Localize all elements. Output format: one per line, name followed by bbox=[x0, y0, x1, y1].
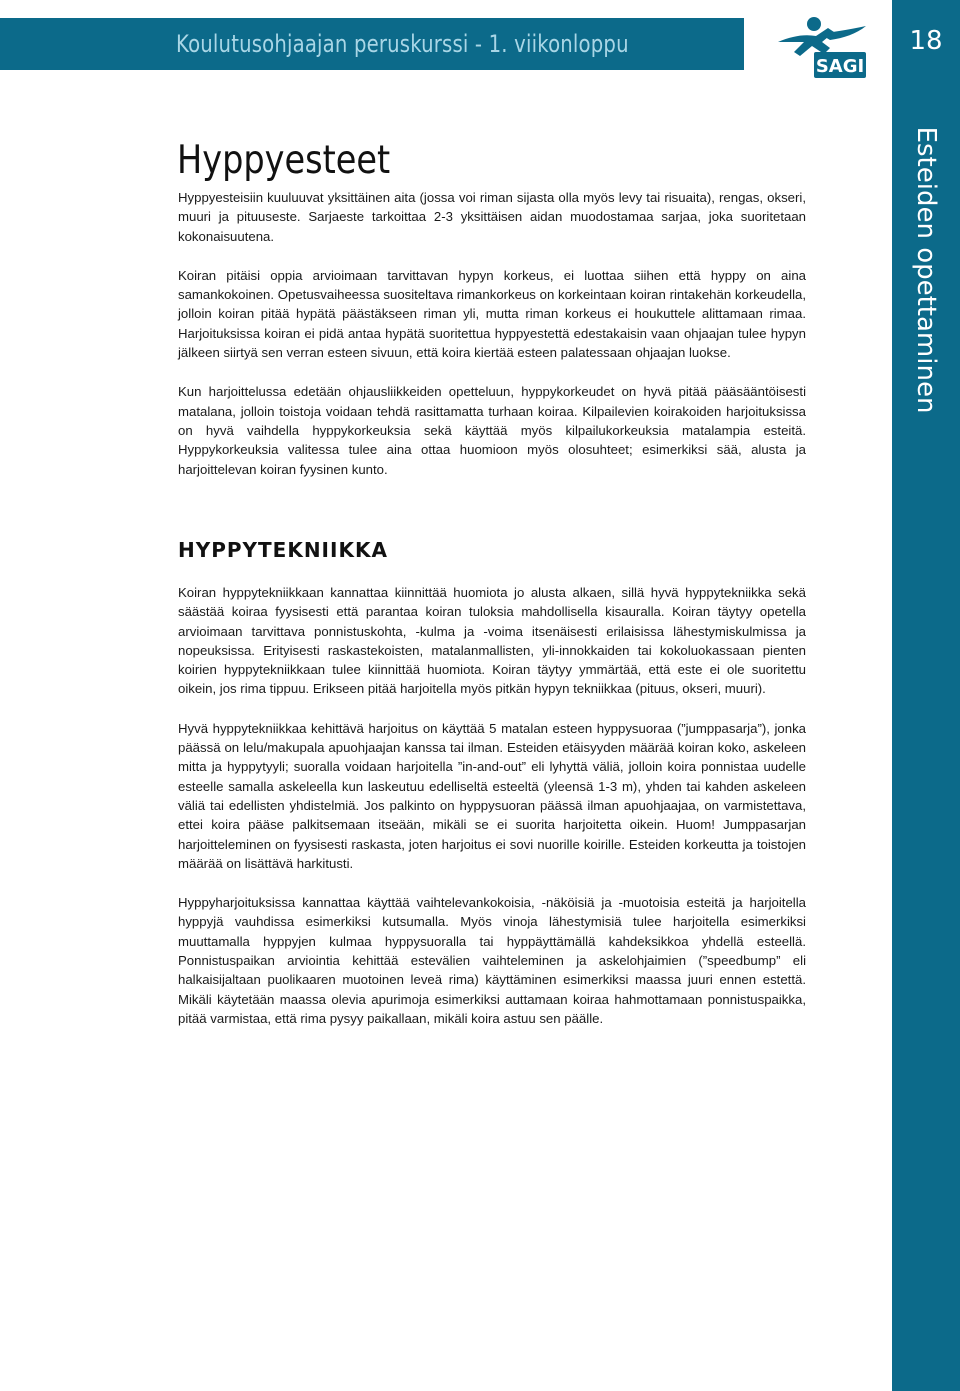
course-title: Koulutusohjaajan peruskurssi - 1. viikonloppu bbox=[176, 30, 629, 58]
section-text bbox=[178, 583, 806, 1048]
section-paragraph-2: Hyvä hyppytekniikkaa kehittävä harjoitus on käyttää 5 matalan esteen hyppysuoraa (”jumppasarja”), jonka päässä on lelu/makupala apuohjaajan kanssa tai ilman. Esteiden etäisyyden määrää koiran koko, askeleen mitta ja hyppytyyli; suoralla voidaan harjoitella ”in-and-out” eli lyhyttä väliä, jolloin koira ponnistaa uudelle esteelle samalla askeleella kun laskeutuu edelliseltä esteeltä (yleensä 1-3 m), yhden tai kahden askeleen väliä tai edellisten yhdistelmiä. Jos palkinto on hyppysuoran päässä ilman apuohjaajaa, on varmistettava, ettei koira pääse palkitsemaan itseään, mikäli se ei suorita harjoitetta oikein. Huom! Jumppasarjan harjoitteleminen on fyysisesti raskasta, joten harjoitus ei sovi nuorille koirille. Esteiden korkeutta ja toistojen määrää on lisättävä harkitusti. bbox=[178, 720, 806, 871]
sagi-logo bbox=[770, 8, 870, 86]
section-heading: HYPPYTEKNIIKKA bbox=[178, 538, 388, 562]
page-title: Hyppyesteet bbox=[177, 138, 391, 183]
page-number: 18 bbox=[909, 26, 943, 56]
section-paragraph-1: Koiran hyppytekniikkaan kannattaa kiinnittää huomiota jo alusta alkaen, sillä hyvä hyppytekniikka sekä säästää koiraa fyysisesti että parantaa koiran tuloksia mahdollisella kisauralla. Koiran täytyy opetella arvioimaan tarvittava ponnistuskohta, -kulma ja -voima itsenäisesti erilaisissa lähestymiskulmissa ja nopeuksissa. Erityisesti raskastekoisten, matalanmallisten, yli-innokkaiden tai kokoluokassaan pienten koirien hyppytekniikkaan tulee kiinnittää huomiota. Koiran täytyy ymmärtää, että este ei ole suoritettu oikein, jos rima tippuu. Erikseen pitää harjoitella myös pitkän hypyn tekniikkaa (pituus, okseri, muuri). bbox=[178, 585, 806, 697]
intro-paragraph-2: Koiran pitäisi oppia arvioimaan tarvittavan hypyn korkeus, ei luottaa siihen että hyppy on aina samankokoinen. Opetusvaiheessa suositeltava rimankorkeus on korkeintaan koiran rintakehän korkeudella, jolloin koiran pitää hypätä päästäkseen riman yli, mutta riman korkeus ei houkuttele alittamaan rimaa. Harjoituksissa koiran ei pidä antaa hypätä suoritettua hyppyestettä edestakaisin vaan ohjaajan tulee hypyn jälkeen siirtyä sen verran esteen sivuun, että koira kiertää esteen palatessaan ohjaajan luokse. bbox=[178, 267, 806, 361]
logo-text: SAGI bbox=[815, 56, 865, 77]
logo-figure bbox=[778, 28, 834, 56]
logo-dog bbox=[820, 26, 866, 40]
section-paragraph-3: Hyppyharjoituksissa kannattaa käyttää vaihtelevankokoisia, -näköisiä ja -muotoisia esteitä ja harjoitella hyppyjä vauhdissa esimerkiksi kutsumalla. Myös vinoja lähestymisiä tulee harjoitella esimerkiksi muuttamalla hyppyjen kulmaa hyppysuoralla tai hyppäyttämällä kahdeksikkoa yhdellä esteellä. Ponnistuspaikan arviointia kehittää estevälien vaihteleminen ja askelohjaimien (”speedbump” eli halkaisijaltaan puolikaaren muotoinen leveä rima) käyttäminen esimerkiksi maassa juuri ennen estettä. Mikäli käytetään maassa olevia apurimoja esimerkiksi auttamaan koiraa hahmottamaan ponnistuspaikka, pitää varmistaa, että rima pysyy paikallaan, mikäli koira astuu sen päälle. bbox=[178, 895, 806, 1026]
intro-text bbox=[178, 188, 806, 499]
logo-head bbox=[807, 17, 821, 31]
section-side-title: Esteiden opettaminen bbox=[911, 126, 941, 414]
intro-paragraph-1: Hyppyesteisiin kuuluuvat yksittäinen aita (jossa voi riman sijasta olla myös levy tai risuaita), rengas, okseri, muuri ja pituuseste. Sarjaeste tarkoittaa 2-3 yksittäisen aidan muodostamaa sarjaa, joka suoritetaan kokonaisuutena. bbox=[178, 190, 806, 244]
intro-paragraph-3: Kun harjoittelussa edetään ohjausliikkeiden opetteluun, hyppykorkeudet on hyvä pitää pääsääntöisesti matalana, jolloin toistoja voidaan tehdä rasittamatta turhaan koiraa. Kilpailevien koirakoiden harjoituksissa on hyvä vaihdella hyppykorkeuksia sekä käyttää myös kilpailukorkeuksia matalampia esteitä. Hyppykorkeuksia valitessa tulee aina ottaa huomioon myös olosuhteet; esimerkiksi sää, alusta ja harjoittelevan koiran fyysinen kunto. bbox=[178, 384, 806, 477]
